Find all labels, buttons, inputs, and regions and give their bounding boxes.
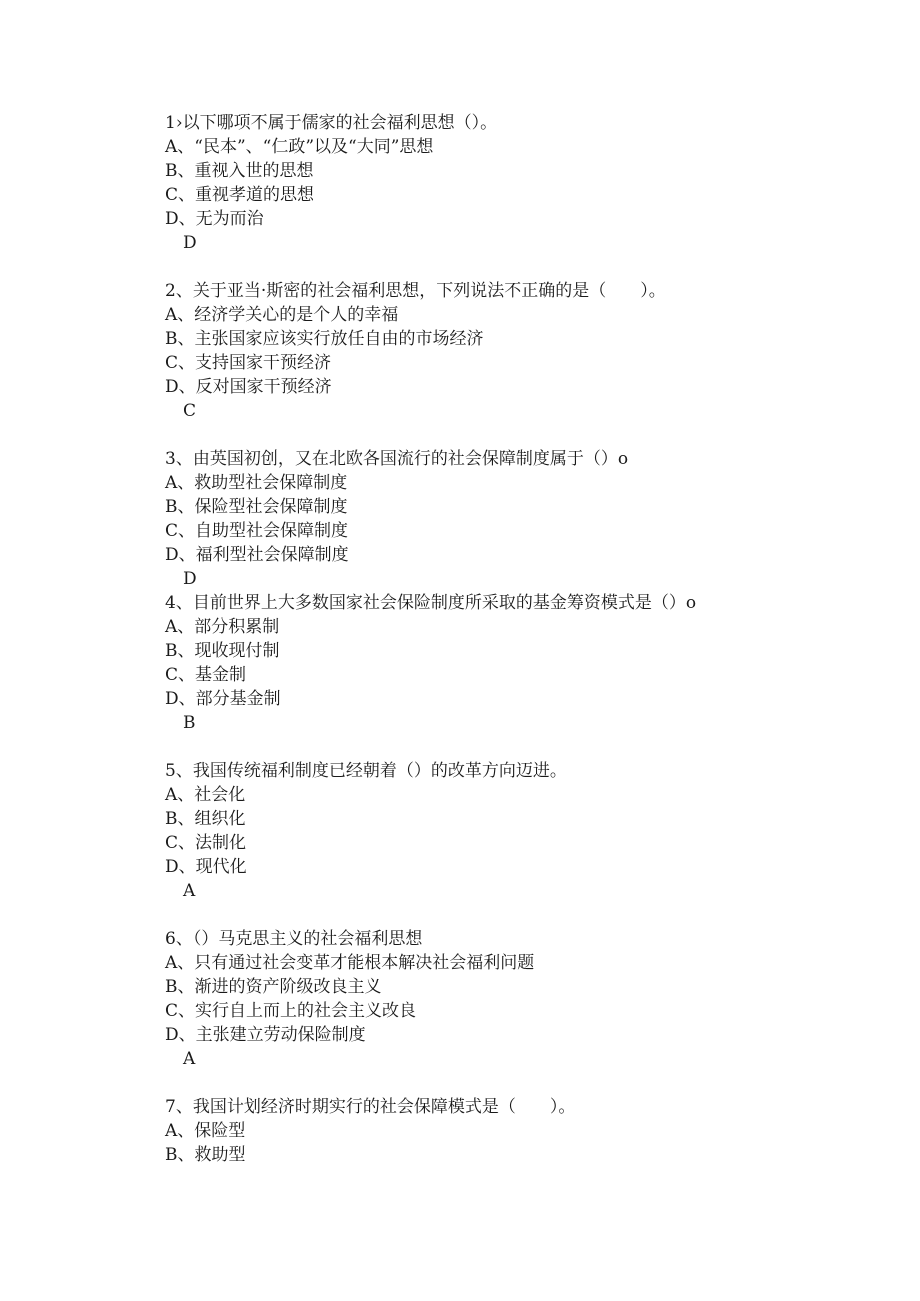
option-c: C、法制化	[165, 833, 247, 853]
question-3	[165, 447, 885, 591]
option-a: A、社会化	[165, 785, 246, 805]
option-c: C、实行自上而上的社会主义改良	[165, 1001, 417, 1021]
question-stem: 2、关于亚当·斯密的社会福利思想，下列说法不正确的是（ ）。	[165, 281, 666, 301]
question-stem: 1›以下哪项不属于儒家的社会福利思想（）。	[165, 113, 498, 133]
question-stem: 3、由英国初创，又在北欧各国流行的社会保障制度属于（）o	[165, 449, 629, 469]
option-b: B、重视入世的思想	[165, 161, 314, 181]
option-d: D、部分基金制	[165, 689, 281, 709]
answer: D	[183, 233, 197, 253]
answer: D	[183, 569, 197, 589]
spacer	[165, 735, 885, 759]
option-b: B、渐进的资产阶级改良主义	[165, 977, 382, 997]
option-a: A、只有通过社会变革才能根本解决社会福利问题	[165, 953, 535, 973]
option-d: D、无为而治	[165, 209, 264, 229]
answer: C	[183, 401, 197, 421]
question-4	[165, 591, 885, 735]
answer: A	[183, 881, 196, 901]
option-d: D、主张建立劳动保险制度	[165, 1025, 366, 1045]
option-b: B、保险型社会保障制度	[165, 497, 348, 517]
option-b: B、救助型	[165, 1145, 246, 1165]
option-b: B、现收现付制	[165, 641, 280, 661]
option-c: C、支持国家干预经济	[165, 353, 332, 373]
option-a: A、经济学关心的是个人的幸福	[165, 305, 399, 325]
answer: B	[183, 713, 196, 733]
spacer	[165, 903, 885, 927]
option-b: B、组织化	[165, 809, 246, 829]
option-b: B、主张国家应该实行放任自由的市场经济	[165, 329, 484, 349]
question-stem: 5、我国传统福利制度已经朝着（）的改革方向迈进。	[165, 761, 567, 781]
question-2	[165, 279, 885, 423]
question-stem: 4、目前世界上大多数国家社会保险制度所采取的基金筹资模式是（）o	[165, 593, 697, 613]
option-d: D、反对国家干预经济	[165, 377, 332, 397]
option-c: C、重视孝道的思想	[165, 185, 315, 205]
answer: A	[183, 1049, 196, 1069]
question-6	[165, 927, 885, 1071]
question-7	[165, 1095, 885, 1167]
question-stem: 7、我国计划经济时期实行的社会保障模式是（ ）。	[165, 1097, 576, 1117]
option-a: A、“民本”、“仁政”以及“大同”思想	[165, 137, 434, 157]
option-a: A、部分积累制	[165, 617, 280, 637]
option-d: D、现代化	[165, 857, 247, 877]
option-c: C、基金制	[165, 665, 247, 685]
question-5	[165, 759, 885, 903]
question-1	[165, 111, 885, 255]
spacer	[165, 1071, 885, 1095]
question-stem: 6、（）马克思主义的社会福利思想	[165, 929, 423, 949]
option-a: A、救助型社会保障制度	[165, 473, 348, 493]
document-body	[165, 111, 885, 1167]
option-d: D、福利型社会保障制度	[165, 545, 349, 565]
option-c: C、自助型社会保障制度	[165, 521, 349, 541]
option-a: A、保险型	[165, 1121, 246, 1141]
spacer	[165, 255, 885, 279]
spacer	[165, 423, 885, 447]
